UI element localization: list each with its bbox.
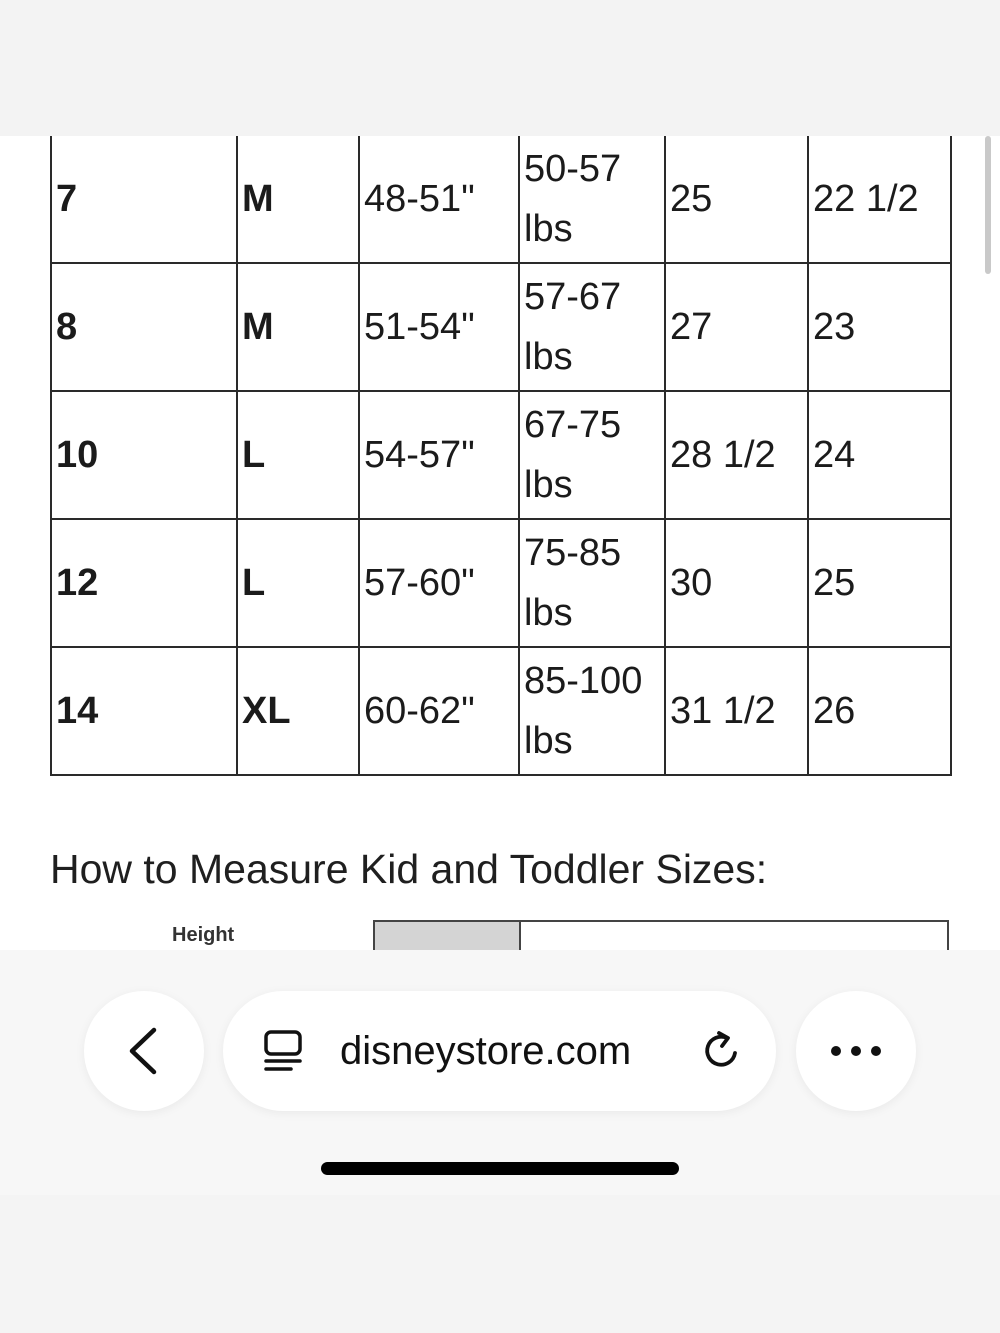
chest-cell: 25 xyxy=(665,136,808,263)
letter-size-cell: L xyxy=(237,391,359,519)
letter-size-cell: M xyxy=(237,136,359,263)
height-cell: 57-60" xyxy=(359,519,519,647)
table-row xyxy=(51,136,951,263)
weight-cell xyxy=(519,391,665,519)
letter-size-cell: L xyxy=(237,519,359,647)
scrollbar[interactable] xyxy=(985,136,991,274)
weight-cell xyxy=(519,519,665,647)
top-strip xyxy=(0,0,1000,136)
browser-toolbar xyxy=(0,950,1000,1195)
more-button[interactable] xyxy=(796,991,916,1111)
height-cell: 54-57" xyxy=(359,391,519,519)
weight-unit: lbs xyxy=(524,336,573,378)
weight-range: 50-57 xyxy=(524,148,622,190)
more-dots-icon xyxy=(830,1045,882,1057)
height-label: Height xyxy=(172,924,235,946)
size-cell: 10 xyxy=(51,391,237,519)
weight-cell xyxy=(519,647,665,775)
size-cell: 12 xyxy=(51,519,237,647)
chest-cell: 31 1/2 xyxy=(665,647,808,775)
guide-table-cell xyxy=(521,920,949,950)
weight-range: 75-85 xyxy=(524,532,622,574)
page-content xyxy=(0,136,1000,950)
height-cell: 60-62" xyxy=(359,647,519,775)
waist-cell: 26 xyxy=(808,647,951,775)
table-row xyxy=(51,519,951,647)
reload-icon[interactable] xyxy=(699,1029,743,1073)
page-info-icon xyxy=(263,1029,303,1073)
guide-table-header-cell xyxy=(373,920,521,950)
size-cell: 7 xyxy=(51,136,237,263)
measure-guide-preview xyxy=(0,920,1000,950)
table-row xyxy=(51,263,951,391)
home-indicator[interactable] xyxy=(321,1162,679,1175)
table-row xyxy=(51,647,951,775)
height-cell: 48-51" xyxy=(359,136,519,263)
letter-size-cell: M xyxy=(237,263,359,391)
waist-cell: 23 xyxy=(808,263,951,391)
weight-cell xyxy=(519,136,665,263)
size-cell: 14 xyxy=(51,647,237,775)
waist-cell: 24 xyxy=(808,391,951,519)
height-cell: 51-54" xyxy=(359,263,519,391)
measure-heading: How to Measure Kid and Toddler Sizes: xyxy=(50,846,768,892)
waist-cell: 25 xyxy=(808,519,951,647)
weight-unit: lbs xyxy=(524,592,573,634)
weight-unit: lbs xyxy=(524,464,573,506)
chevron-left-icon xyxy=(124,1026,164,1076)
url-text: disneystore.com xyxy=(340,1029,632,1073)
weight-range: 67-75 xyxy=(524,404,622,446)
weight-unit: lbs xyxy=(524,208,573,250)
address-bar[interactable] xyxy=(223,991,776,1111)
waist-cell: 22 1/2 xyxy=(808,136,951,263)
chest-cell: 27 xyxy=(665,263,808,391)
chest-cell: 28 1/2 xyxy=(665,391,808,519)
table-row xyxy=(51,391,951,519)
letter-size-cell: XL xyxy=(237,647,359,775)
bottom-strip xyxy=(0,1195,1000,1333)
weight-range: 85-100 xyxy=(524,660,643,702)
back-button[interactable] xyxy=(84,991,204,1111)
size-chart-table xyxy=(50,136,952,776)
weight-unit: lbs xyxy=(524,720,573,762)
chest-cell: 30 xyxy=(665,519,808,647)
weight-range: 57-67 xyxy=(524,276,622,318)
weight-cell xyxy=(519,263,665,391)
size-cell: 8 xyxy=(51,263,237,391)
